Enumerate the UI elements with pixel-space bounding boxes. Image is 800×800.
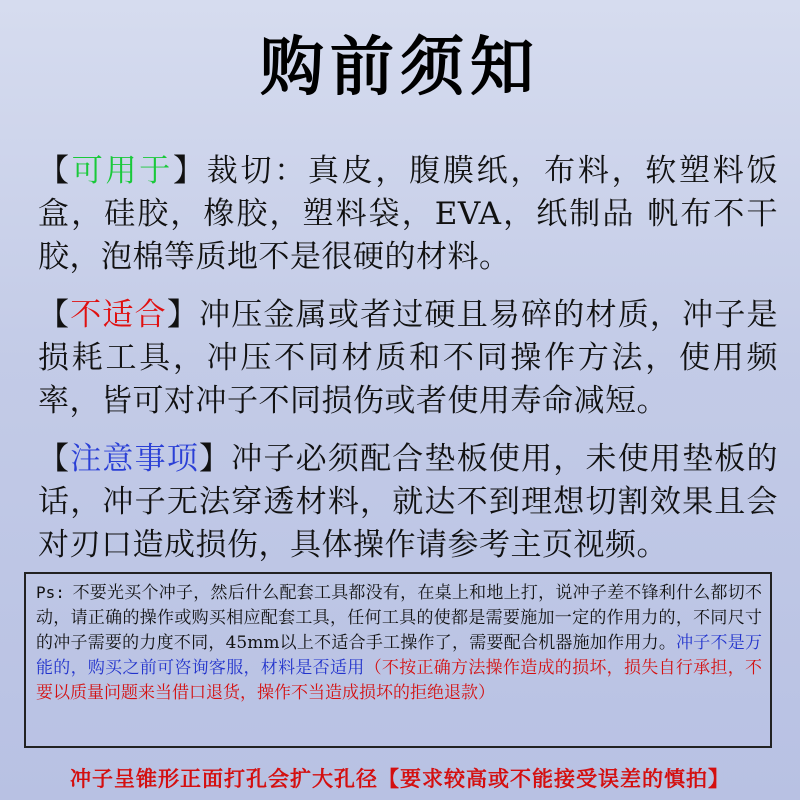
ps-label: Ps: [36,583,65,602]
bracket-close: 】 [199,441,232,477]
ps-red-text: （不按正确方法操作造成的损坏，损失自行承担，不要以质量问题来当借口退货，操作不当造成损坏的拒绝退款） [36,658,763,703]
ps-blue-text: 冲子不是万能的，购买之前可咨询客服，材料是否适用 [36,633,762,678]
bracket-close: 】 [172,153,207,189]
not-suitable-tag: 不适合 [70,297,167,333]
precautions-text: 冲子必须配合垫板使用，未使用垫板的话，冲子无法穿透材料，就达不到理想切割效果且会对刃口造成损伤，具体操作请参考主页视频。 [38,441,779,563]
bracket-open: 【 [38,297,71,333]
not-suitable-text: 冲压金属或者过硬且易碎的材质，冲子是损耗工具，冲压不同材质和不同操作方法，使用频率，皆可对冲子不同损伤或者使用寿命减短。 [38,297,779,419]
precautions-tag: 注意事项 [70,441,200,477]
usable-for-tag: 可用于 [71,153,173,189]
page-title: 购前须知 [260,31,540,105]
bracket-open: 【 [38,153,72,189]
section-precautions [38,438,778,567]
bracket-open: 【 [38,441,71,477]
ps-note-box [24,572,772,748]
usable-for-text: 裁切：真皮，腹膜纸，布料，软塑料饭盒，硅胶，橡胶，塑料袋，EVA，纸制品 帆布不干胶，泡棉等质地不是很硬的材料。 [38,153,779,275]
bracket-close: 】 [166,297,200,333]
ps-text: 不要光买个冲子，然后什么配套工具都没有，在桌上和地上打，说冲子差不锋利什么都切不动，请正确的操作或购买相应配套工具，任何工具的使都是需要施加一定的作用力的，不同尺寸的冲子需要的力度不同，45mm以上不适合手工操作了，需要配合机器施加作用力。 [36,583,763,653]
footer-warning: 冲子呈锥形正面打孔会扩大孔径【要求较高或不能接受误差的慎拍】 [70,766,730,791]
section-not-suitable [38,294,778,423]
section-usable-for [38,150,778,279]
